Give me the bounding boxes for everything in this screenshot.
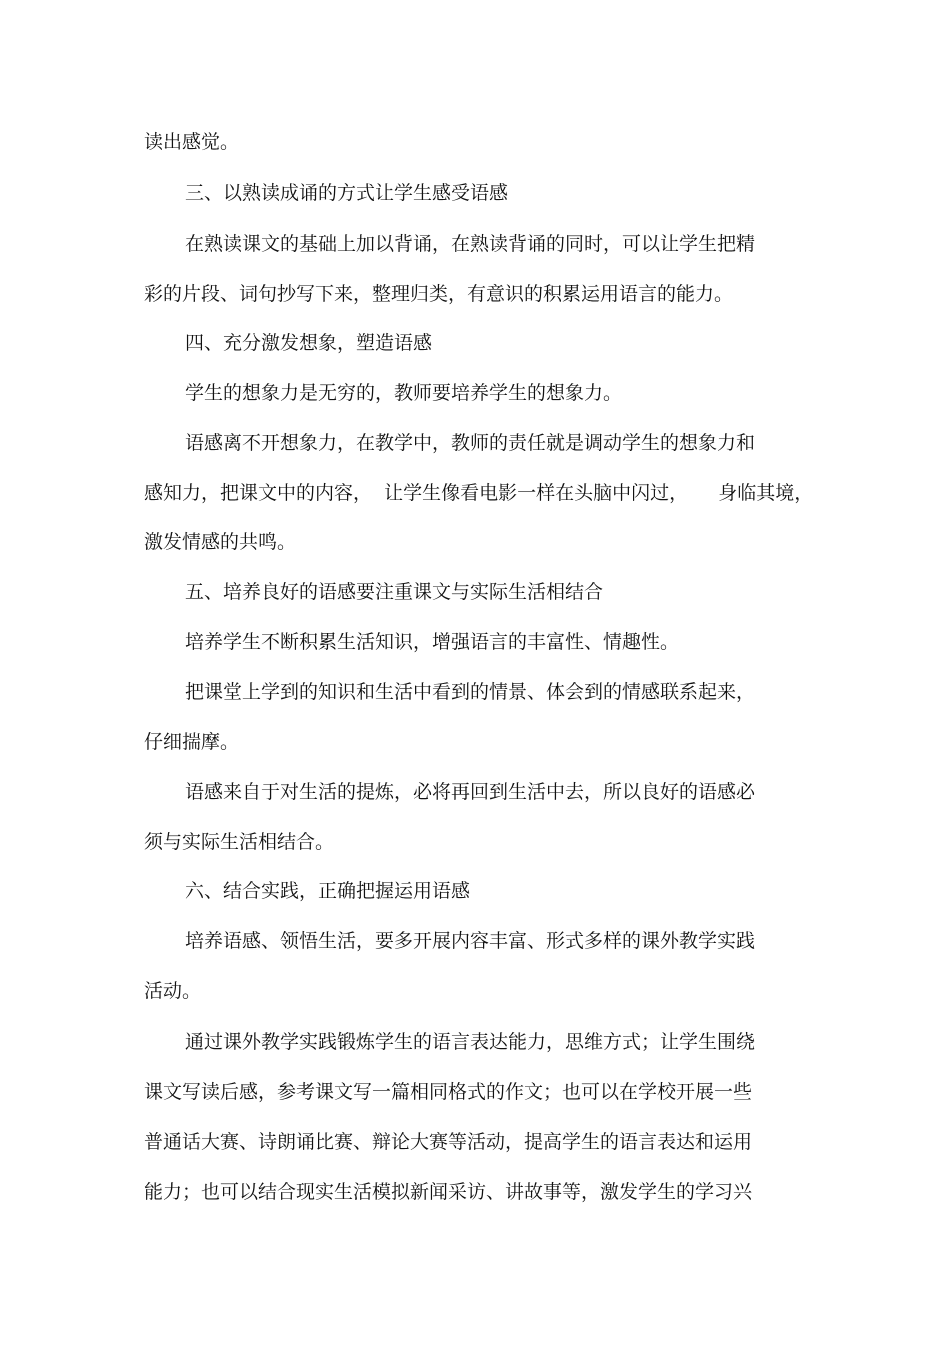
paragraph-line: 把课堂上学到的知识和生活中看到的情景、体会到的情感联系起来， (185, 681, 756, 703)
paragraph-continuation: 读出感觉。 (144, 131, 240, 153)
paragraph-line: 课文写读后感，参考课文写一篇相同格式的作文；也可以在学校开展一些 (144, 1081, 753, 1103)
paragraph-line: 学生的想象力是无穷的，教师要培养学生的想象力。 (185, 382, 623, 404)
section-heading-5: 五、培养良好的语感要注重课文与实际生活相结合 (185, 581, 604, 603)
paragraph-line: 仔细揣摩。 (144, 731, 240, 753)
paragraph-line: 能力；也可以结合现实生活模拟新闻采访、讲故事等，激发学生的学习兴 (144, 1181, 753, 1203)
paragraph-line: 感知力，把课文中的内容， 让学生像看电影一样在头脑中闪过， 身临其境， (144, 482, 814, 504)
section-heading-4: 四、充分激发想象，塑造语感 (185, 332, 433, 354)
paragraph-line: 活动。 (144, 980, 202, 1002)
section-heading-3: 三、以熟读成诵的方式让学生感受语感 (185, 182, 509, 204)
paragraph-line: 通过课外教学实践锻炼学生的语言表达能力，思维方式；让学生围绕 (185, 1031, 756, 1053)
paragraph-line: 激发情感的共鸣。 (144, 531, 297, 553)
paragraph-line: 普通话大赛、诗朗诵比赛、辩论大赛等活动，提高学生的语言表达和运用 (144, 1131, 753, 1153)
paragraph-line: 彩的片段、词句抄写下来，整理归类，有意识的积累运用语言的能力。 (144, 283, 734, 305)
paragraph-line: 在熟读课文的基础上加以背诵，在熟读背诵的同时，可以让学生把精 (185, 233, 756, 255)
section-heading-6: 六、结合实践，正确把握运用语感 (185, 880, 471, 902)
paragraph-line: 语感来自于对生活的提炼，必将再回到生活中去，所以良好的语感必 (185, 781, 756, 803)
paragraph-line: 语感离不开想象力，在教学中，教师的责任就是调动学生的想象力和 (185, 432, 756, 454)
paragraph-line: 培养语感、领悟生活，要多开展内容丰富、形式多样的课外教学实践 (185, 930, 756, 952)
paragraph-line: 须与实际生活相结合。 (144, 831, 335, 853)
paragraph-line: 培养学生不断积累生活知识，增强语言的丰富性、情趣性。 (185, 631, 680, 653)
